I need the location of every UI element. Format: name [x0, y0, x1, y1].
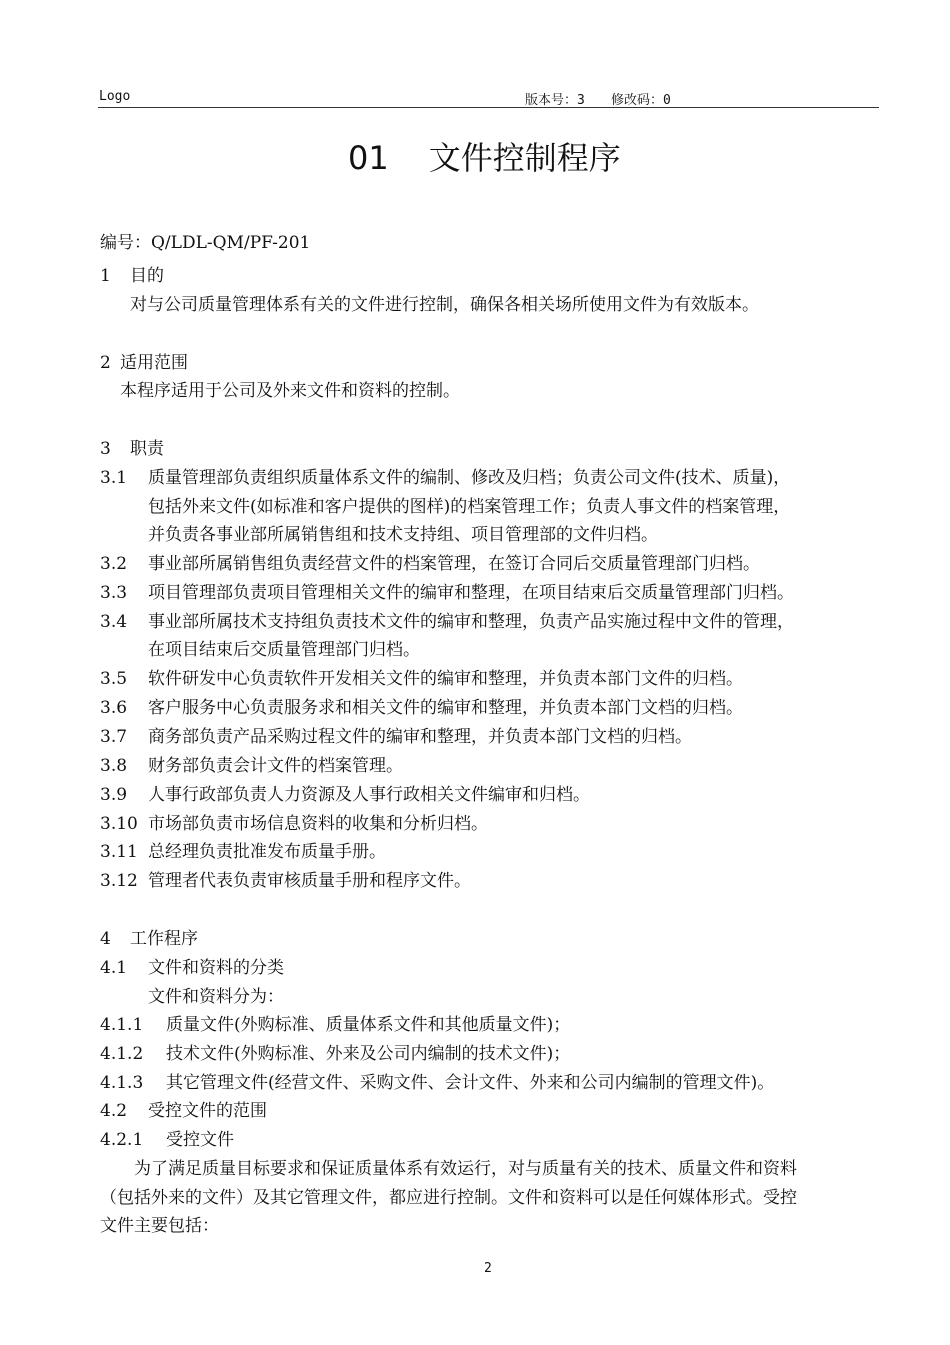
item-number: 3.10	[100, 814, 138, 834]
header-logo: Logo	[99, 89, 131, 104]
title-text: 文件控制程序	[428, 139, 621, 177]
subsection-number: 4.2.1	[100, 1130, 144, 1150]
list-item	[100, 668, 743, 690]
header-divider	[98, 107, 879, 108]
section-title: 工作程序	[130, 929, 198, 949]
section-1-heading	[100, 265, 164, 287]
list-item	[100, 870, 471, 892]
list-item	[100, 553, 760, 575]
section-2-body: 本程序适用于公司及外来文件和资料的控制。	[120, 381, 460, 401]
paragraph-line: 为了满足质量目标要求和保证质量体系有效运行，对与质量有关的技术、质量文件和资料	[134, 1159, 797, 1179]
section-title: 适用范围	[120, 353, 188, 373]
item-number: 3.9	[100, 785, 128, 805]
item-text: 其它管理文件(经营文件、采购文件、会计文件、外来和公司内编制的管理文件)。	[166, 1073, 775, 1093]
title-number: 01	[348, 139, 389, 177]
item-number: 3.1	[100, 468, 128, 488]
subsection-title: 受控文件	[166, 1130, 234, 1150]
item-number: 3.11	[100, 842, 138, 862]
item-text: 项目管理部负责项目管理相关文件的编审和整理，在项目结束后交质量管理部门归档。	[148, 583, 794, 603]
list-item	[100, 755, 403, 777]
header-revision: 修改码：0	[611, 93, 671, 108]
item-number: 3.5	[100, 669, 128, 689]
list-item	[100, 1014, 570, 1036]
item-number: 3.6	[100, 698, 128, 718]
list-item	[100, 1043, 570, 1065]
item-text: 事业部所属技术支持组负责技术文件的编审和整理，负责产品实施过程中文件的管理，	[148, 612, 794, 632]
item-text-continued: 包括外来文件(如标准和客户提供的图样)的档案管理工作；负责人事文件的档案管理，	[148, 497, 791, 517]
section-title: 职责	[130, 439, 164, 459]
section-2-heading	[100, 352, 188, 374]
list-item	[100, 467, 790, 489]
section-1-body: 对与公司质量管理体系有关的文件进行控制，确保各相关场所使用文件为有效版本。	[130, 295, 759, 315]
section-number: 4	[100, 929, 111, 949]
page-number: 2	[484, 1261, 492, 1276]
list-item	[100, 726, 692, 748]
item-number: 3.3	[100, 583, 128, 603]
item-text: 质量文件(外购标准、质量体系文件和其他质量文件)；	[166, 1015, 571, 1035]
item-number: 3.7	[100, 727, 128, 747]
subsection-title: 受控文件的范围	[148, 1101, 267, 1121]
item-text: 质量管理部负责组织质量体系文件的编制、修改及归档；负责公司文件(技术、质量)，	[148, 468, 791, 488]
item-text-continued: 并负责各事业部所属销售组和技术支持组、项目管理部的文件归档。	[148, 525, 658, 545]
header-version: 版本号：3	[525, 93, 585, 108]
paragraph-line: （包括外来的文件）及其它管理文件，都应进行控制。文件和资料可以是任何媒体形式。受控	[100, 1188, 797, 1208]
section-number: 3	[100, 439, 111, 459]
subsection-4-2-1	[100, 1129, 234, 1151]
item-text-continued: 在项目结束后交质量管理部门归档。	[148, 640, 420, 660]
item-text: 人事行政部负责人力资源及人事行政相关文件编审和归档。	[148, 785, 590, 805]
subsection-number: 4.2	[100, 1101, 128, 1121]
list-item	[100, 784, 590, 806]
section-number: 1	[100, 266, 111, 286]
subsection-4-2	[100, 1100, 267, 1122]
list-item	[100, 697, 743, 719]
page-title	[348, 133, 621, 179]
subsection-title: 文件和资料的分类	[148, 958, 284, 978]
section-3-heading	[100, 438, 164, 460]
list-item	[100, 1072, 774, 1094]
subsection-intro: 文件和资料分为：	[148, 987, 284, 1007]
document-code: 编号：Q/LDL-QM/PF-201	[100, 233, 311, 253]
item-text: 财务部负责会计文件的档案管理。	[148, 756, 403, 776]
item-text: 软件研发中心负责软件开发相关文件的编审和整理，并负责本部门文件的归档。	[148, 669, 743, 689]
item-text: 管理者代表负责审核质量手册和程序文件。	[148, 871, 471, 891]
section-number: 2	[100, 353, 111, 373]
item-number: 3.8	[100, 756, 128, 776]
item-text: 市场部负责市场信息资料的收集和分析归档。	[148, 814, 488, 834]
item-text: 商务部负责产品采购过程文件的编审和整理，并负责本部门文档的归档。	[148, 727, 692, 747]
list-item	[100, 841, 386, 863]
item-text: 客户服务中心负责服务求和相关文件的编审和整理，并负责本部门文档的归档。	[148, 698, 743, 718]
subsection-number: 4.1	[100, 958, 128, 978]
item-number: 4.1.2	[100, 1044, 144, 1064]
paragraph-line: 文件主要包括：	[100, 1216, 219, 1236]
item-number: 3.2	[100, 554, 128, 574]
item-text: 事业部所属销售组负责经营文件的档案管理，在签订合同后交质量管理部门归档。	[148, 554, 760, 574]
section-4-heading	[100, 928, 198, 950]
list-item	[100, 582, 794, 604]
item-number: 3.4	[100, 612, 128, 632]
item-text: 技术文件(外购标准、外来及公司内编制的技术文件)；	[166, 1044, 571, 1064]
item-number: 4.1.1	[100, 1015, 144, 1035]
section-title: 目的	[130, 266, 164, 286]
item-text: 总经理负责批准发布质量手册。	[148, 842, 386, 862]
item-number: 3.12	[100, 871, 138, 891]
list-item	[100, 813, 488, 835]
subsection-4-1	[100, 957, 284, 979]
item-number: 4.1.3	[100, 1073, 144, 1093]
list-item	[100, 611, 794, 633]
